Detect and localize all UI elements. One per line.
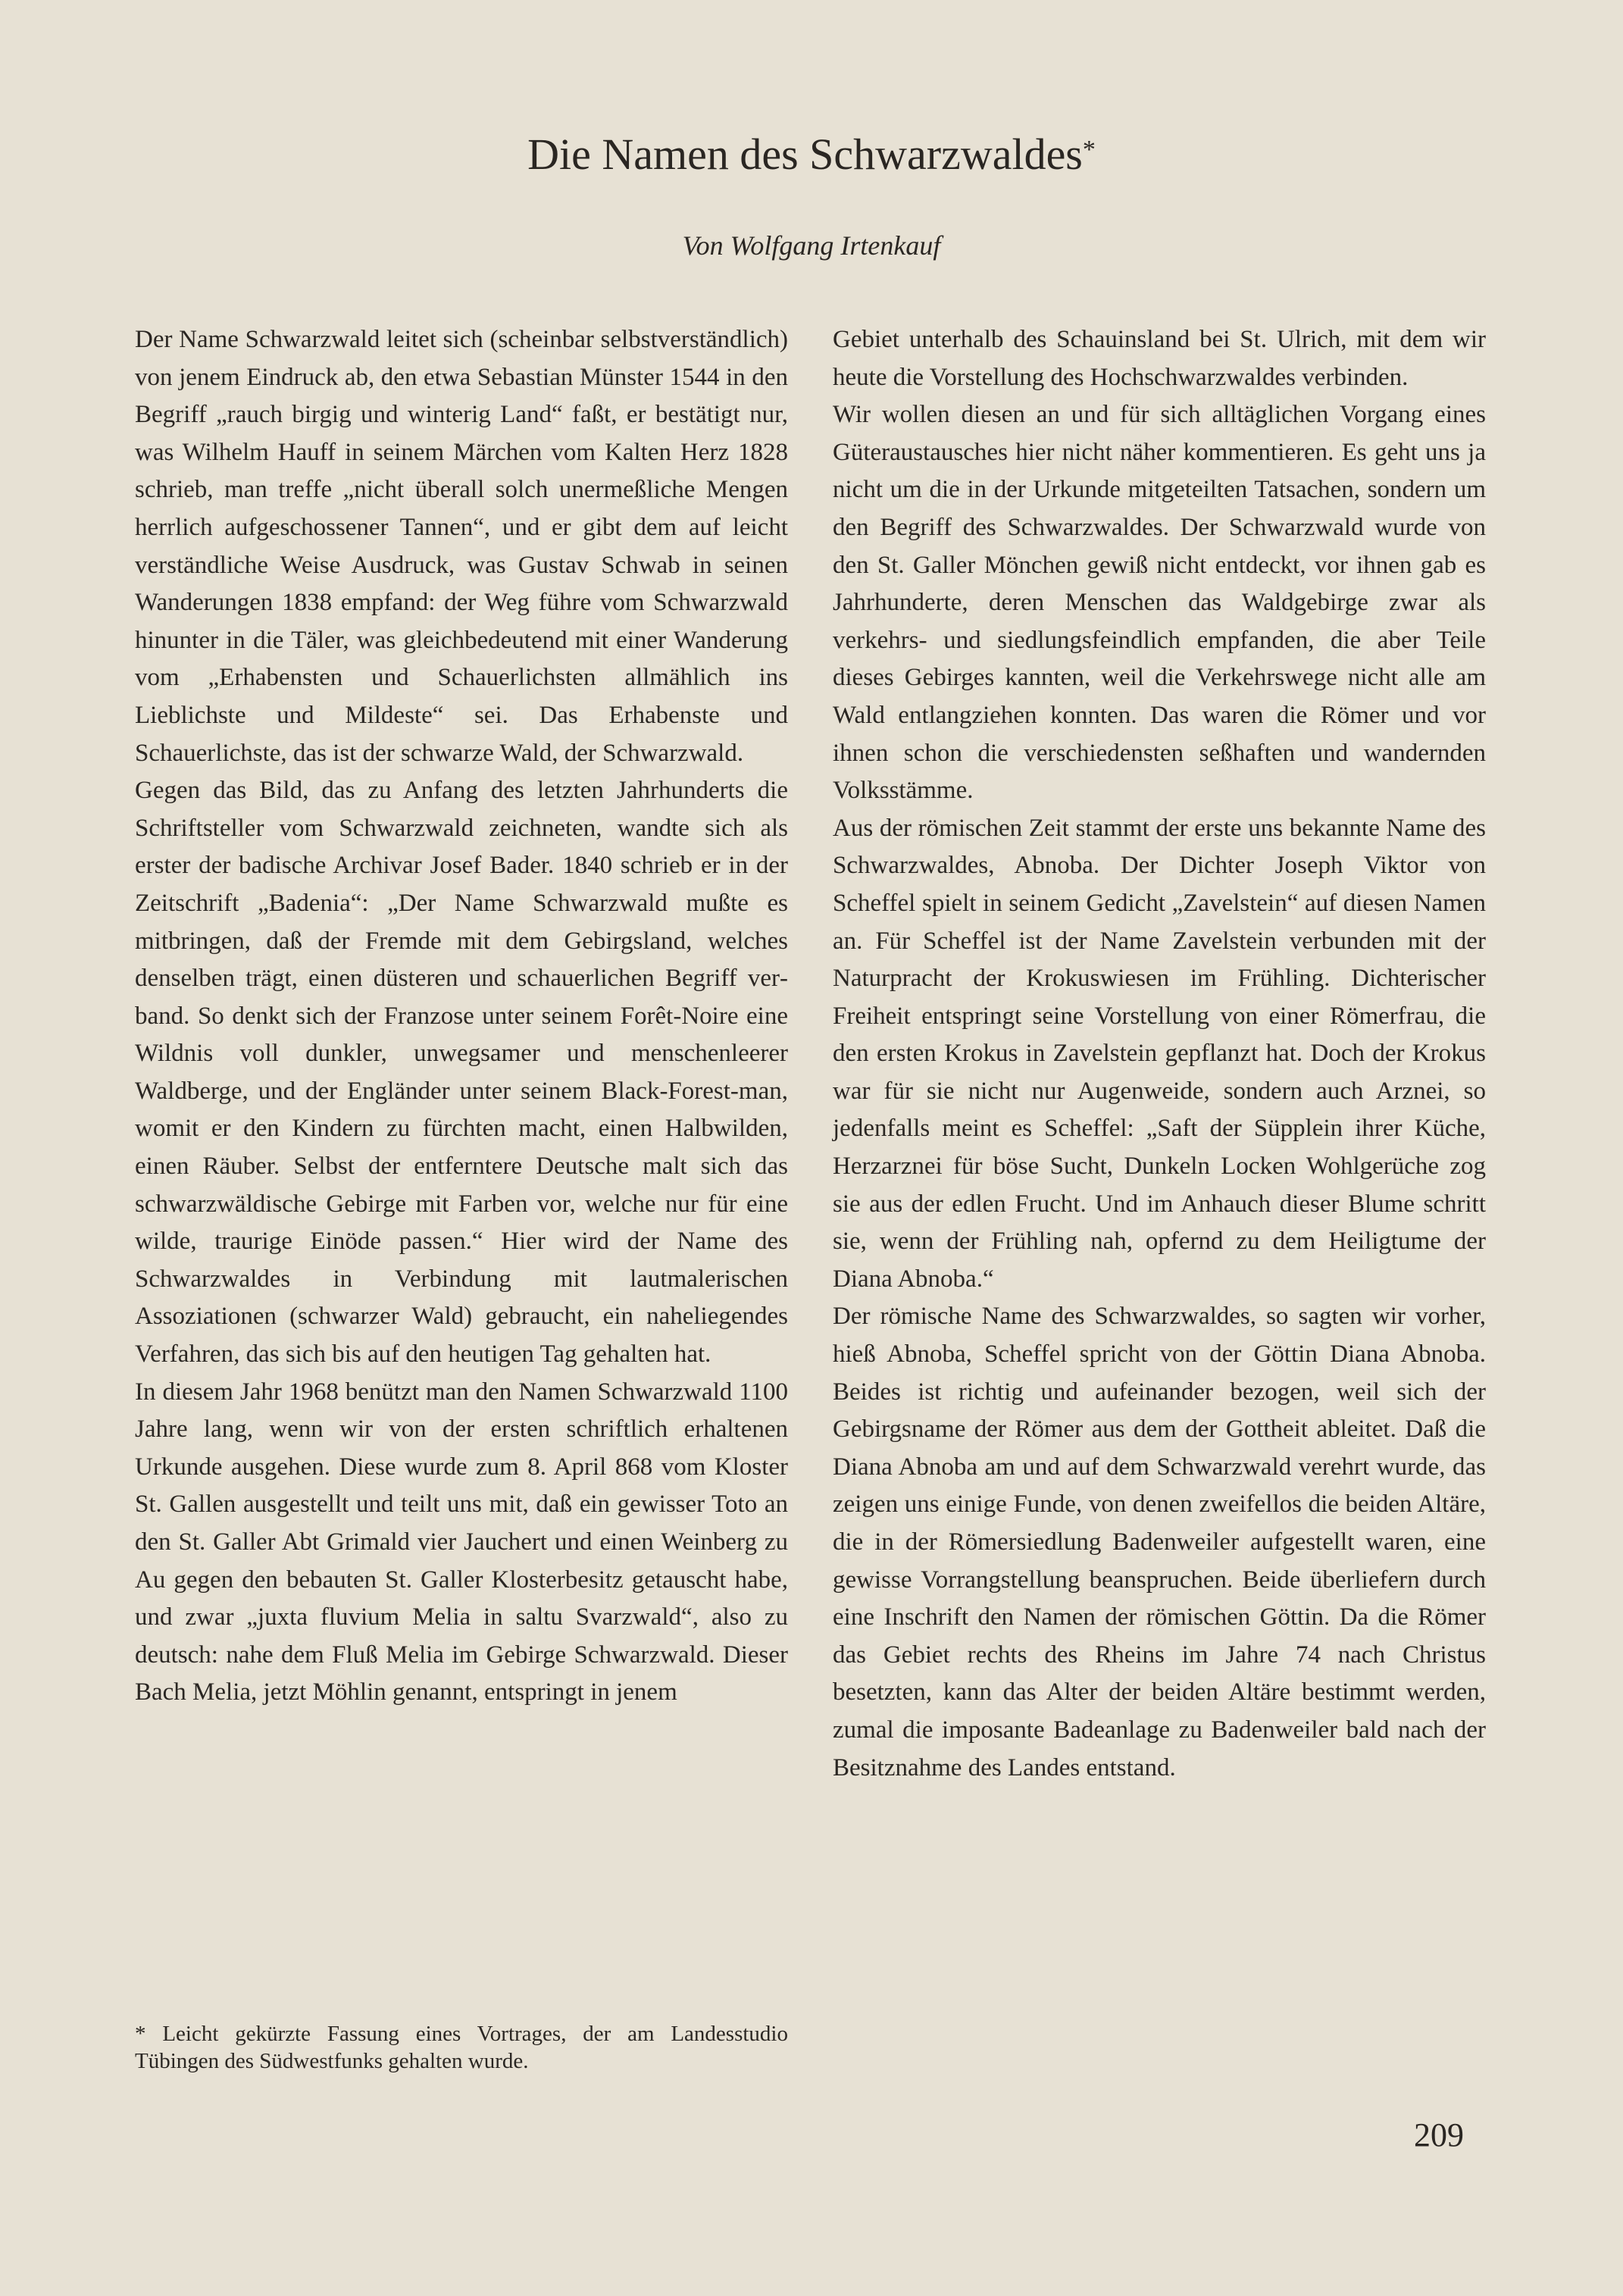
paragraph: In diesem Jahr 1968 benützt man den Namen Schwarzwald 1100 Jahre lang, wenn wir von der ersten schriftlich erhaltenen Urkunde ausgehen. Diese wurde zum 8. April 868 vom Kloster St. Gallen ausgestellt und teilt uns mit, daß ein gewisser Toto an den St. Galler Abt Grimald vier Jauchert und einen Weinberg zu Au gegen den bebauten St. Galler Klosterbesitz getauscht habe, und zwar „juxta fluvium Melia in saltu Svarzwald“, also zu deutsch: nahe dem Fluß Melia im Gebirge Schwarzwald. Dieser Bach Melia, jetzt Möhlin genannt, entspringt in jenem [135,1378,788,1706]
paragraph: Der Name Schwarzwald leitet sich (scheinbar selbstverständlich) von jenem Eindruck ab, den etwa Sebastian Münster 1544 in den Begriff „rauch birgig und winterig Land“ faßt, er bestätigt nur, was Wilhelm Hauff in seinem Märchen vom Kalten Herz 1828 schrieb, man treffe „nicht überall solch unermeßliche Mengen herrlich aufgeschossener Tannen“, und er gibt dem auf leicht verständliche Weise Ausdruck, was Gustav Schwab in seinen Wanderungen 1838 empfand: der Weg führe vom Schwarzwald hinunter in die Täler, was gleichbedeutend mit einer Wanderung vom „Erhabensten und Schauerlichsten allmählich ins Lieblichste und Mildeste“ sei. Das Erhabenste und Schauerlichste, das ist der schwarze Wald, der Schwarzwald. [135,326,788,767]
article-author: Von Wolfgang Irtenkauf [682,230,941,261]
paragraph: Wir wollen diesen an und für sich alltäglichen Vorgang eines Güteraustausches hier nicht näher kommentieren. Es geht uns ja nicht um die in der Urkunde mitgeteilten Tatsachen, sondern um den Begriff des Schwarzwaldes. Der Schwarzwald wurde von den St. Galler Mönchen gewiß nicht entdeckt, vor ihnen gab es Jahrhunderte, deren Menschen das Waldgebirge zwar als verkehrs- und siedlungsfeindlich empfanden, die aber Teile dieses Gebirges kannten, weil die Verkehrswege nicht alle am Wald entlangziehen konnten. Das waren die Römer und vor ihnen schon die verschiedensten seßhaften und wandernden Volksstämme. [833,401,1486,805]
text-column-left [135,321,788,1712]
paragraph: Der römische Name des Schwarzwaldes, so sagten wir vorher, hieß Abnoba, Scheffel spricht von der Göttin Diana Abnoba. Beides ist richtig und aufeinander bezogen, weil sich der Gebirgsname der Römer aus dem der Gottheit ableitet. Daß die Diana Abnoba am und auf dem Schwarzwald verehrt wurde, das zeigen uns einige Funde, von denen zweifellos die beiden Altäre, die in der Römersiedlung Badenweiler aufgestellt waren, eine gewisse Vorrangstellung beanspruchen. Beide überliefern durch eine Inschrift den Namen der römischen Göttin. Da die Römer das Gebiet rechts des Rheins im Jahre 74 nach Christus besetzten, kann das Alter der beiden Altäre bestimmt werden, zumal die imposante Badeanlage zu Badenweiler bald nach der Besitznahme des Landes entstand. [833,1303,1486,1781]
text-column-right [833,321,1486,1787]
article-title-text: Die Namen des Schwarzwaldes [527,130,1083,179]
page-number: 209 [1414,2116,1464,2154]
paragraph: Gegen das Bild, das zu Anfang des letzten Jahrhunderts die Schriftsteller vom Schwarzwald zeichneten, wandte sich als erster der badische Archivar Josef Bader. 1840 schrieb er in der Zeitschrift „Badenia“: „Der Name Schwarzwald mußte es mitbringen, daß der Fremde mit dem Gebirgsland, welches denselben trägt, einen düsteren und schauerlichen Begriff verband. So denkt sich der Franzose unter seinem Forêt-Noire eine Wildnis voll dunkler, unwegsamer und menschenleerer Waldberge, und der Engländer unter seinem Black-Forest-man, womit er den Kindern zu fürchten macht, einen Halbwilden, einen Räuber. Selbst der entferntere Deutsche malt sich das schwarzwäldische Gebirge mit Farben vor, welche nur für eine wilde, traurige Einöde passen.“ Hier wird der Name des Schwarzwaldes in Verbindung mit lautmalerischen Assoziationen (schwarzer Wald) gebraucht, ein naheliegendes Verfahren, das sich bis auf den heutigen Tag gehalten hat. [135,777,788,1369]
paragraph: Gebiet unterhalb des Schauinsland bei St. Ulrich, mit dem wir heute die Vorstellung des Hochschwarzwaldes verbinden. [833,326,1486,391]
article-title [0,127,1623,182]
footnote-marker: * [1082,136,1096,164]
paragraph: Aus der römischen Zeit stammt der erste uns bekannte Name des Schwarzwaldes, Abnoba. Der Dichter Joseph Viktor von Scheffel spielt in seinem Gedicht „Zavelstein“ auf diesen Namen an. Für Scheffel ist der Name Zavelstein verbunden mit der Naturpracht der Krokuswiesen im Frühling. Dichterischer Freiheit entspringt seine Vorstellung von einer Römerfrau, die den ersten Krokus in Zavelstein gepflanzt hat. Doch der Krokus war für sie nicht nur Augenweide, sondern auch Arznei, so jedenfalls meint es Scheffel: „Saft der Süpplein ihrer Küche, Herzarznei für böse Sucht, Dunkeln Locken Wohlgerüche zog sie aus der edlen Frucht. Und im Anhauch dieser Blume schritt sie, wenn der Frühling nah, opfernd zu dem Heiligtume der Diana Abnoba.“ [833,814,1486,1293]
footnote: * Leicht gekürzte Fassung eines Vortrages, der am Landesstudio Tübingen des Südwestfunks gehalten wurde. [135,2022,788,2073]
